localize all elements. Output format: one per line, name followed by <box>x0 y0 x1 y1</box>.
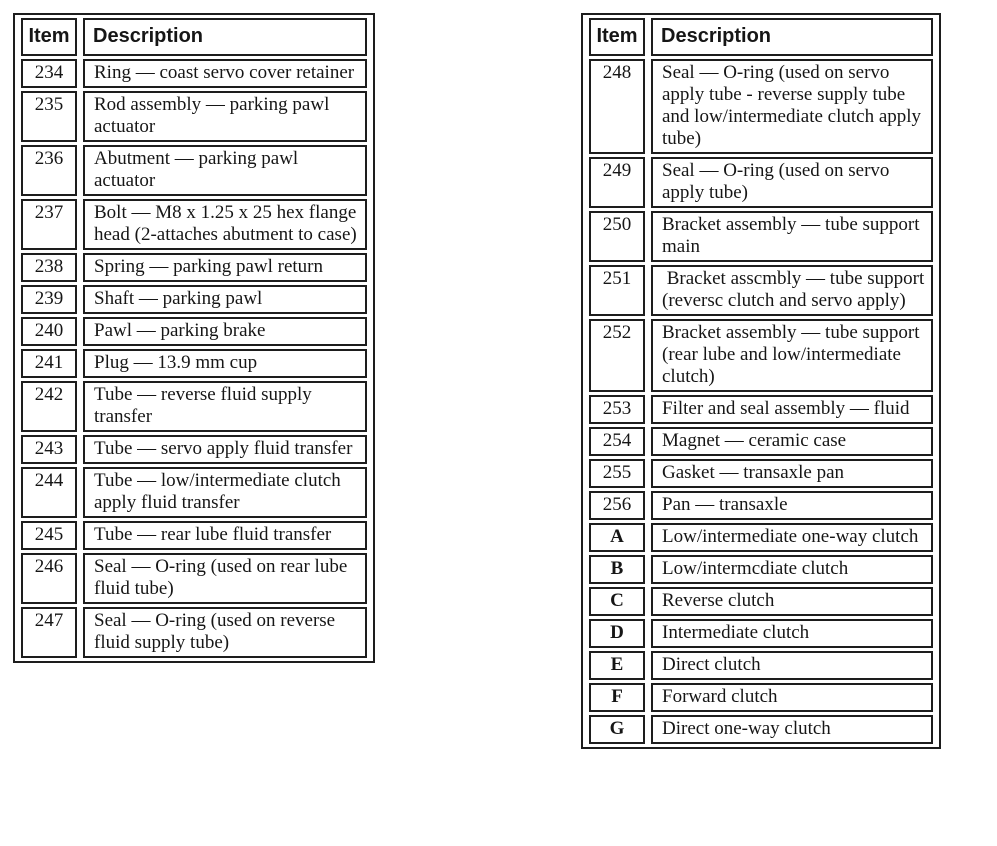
item-number-cell: 245 <box>21 521 77 550</box>
item-number-cell: 238 <box>21 253 77 282</box>
table-row <box>589 619 933 648</box>
description-cell: Spring — parking pawl return <box>83 253 367 282</box>
description-cell: Forward clutch <box>651 683 933 712</box>
description-cell: Bolt — M8 x 1.25 x 25 hex flange head (2-attaches abutment to case) <box>83 199 367 250</box>
table-row <box>589 157 933 208</box>
table-body <box>21 59 367 658</box>
table-row <box>589 395 933 424</box>
description-cell: Reverse clutch <box>651 587 933 616</box>
table-row <box>21 553 367 604</box>
item-number-cell: 242 <box>21 381 77 432</box>
header-row <box>589 18 933 56</box>
description-cell: Low/intermcdiate clutch <box>651 555 933 584</box>
table-row <box>589 715 933 744</box>
description-cell: Pan — transaxle <box>651 491 933 520</box>
table-row <box>21 435 367 464</box>
description-cell: Pawl — parking brake <box>83 317 367 346</box>
description-cell: Abutment — parking pawl actuator <box>83 145 367 196</box>
header-row <box>21 18 367 56</box>
table-row <box>21 349 367 378</box>
table-row <box>589 459 933 488</box>
description-column-header: Description <box>651 18 933 56</box>
item-number-cell: 235 <box>21 91 77 142</box>
item-number-cell: 234 <box>21 59 77 88</box>
description-cell: Tube — low/intermediate clutch apply fluid transfer <box>83 467 367 518</box>
description-cell: Tube — rear lube fluid transfer <box>83 521 367 550</box>
table-row <box>589 211 933 262</box>
table-row <box>589 319 933 392</box>
description-cell: Bracket asscmbly — tube support (reversc clutch and servo apply) <box>651 265 933 316</box>
item-number-cell: 252 <box>589 319 645 392</box>
item-number-cell: 249 <box>589 157 645 208</box>
description-cell: Seal — O-ring (used on rear lube fluid tube) <box>83 553 367 604</box>
item-number-cell: 240 <box>21 317 77 346</box>
table-row <box>589 683 933 712</box>
item-number-cell: 237 <box>21 199 77 250</box>
description-cell: Seal — O-ring (used on servo apply tube) <box>651 157 933 208</box>
table-body <box>589 59 933 744</box>
description-cell: Shaft — parking pawl <box>83 285 367 314</box>
table-row <box>21 145 367 196</box>
item-number-cell: 250 <box>589 211 645 262</box>
description-cell: Rod assembly — parking pawl actuator <box>83 91 367 142</box>
description-cell: Plug — 13.9 mm cup <box>83 349 367 378</box>
table-row <box>589 587 933 616</box>
table-row <box>589 265 933 316</box>
table-row <box>21 199 367 250</box>
parts-table-234-247 <box>15 15 373 661</box>
description-cell: Seal — O-ring (used on servo apply tube - reverse supply tube and low/intermediate clutch apply tube) <box>651 59 933 154</box>
description-cell: Intermediate clutch <box>651 619 933 648</box>
item-number-cell: 243 <box>21 435 77 464</box>
description-cell: Direct clutch <box>651 651 933 680</box>
table-row <box>21 607 367 658</box>
item-column-header: Item <box>589 18 645 56</box>
item-number-cell: 255 <box>589 459 645 488</box>
item-number-cell: 248 <box>589 59 645 154</box>
item-number-cell: A <box>589 523 645 552</box>
description-cell: Seal — O-ring (used on reverse fluid supply tube) <box>83 607 367 658</box>
item-number-cell: 251 <box>589 265 645 316</box>
parts-table-248-256-A-G <box>583 15 939 747</box>
description-cell: Bracket assembly — tube support main <box>651 211 933 262</box>
item-column-header: Item <box>21 18 77 56</box>
description-cell: Tube — reverse fluid supply transfer <box>83 381 367 432</box>
description-column-header: Description <box>83 18 367 56</box>
table-row <box>589 59 933 154</box>
table-row <box>589 427 933 456</box>
item-number-cell: 246 <box>21 553 77 604</box>
table-row <box>21 381 367 432</box>
table-row <box>21 91 367 142</box>
item-number-cell: B <box>589 555 645 584</box>
description-cell: Low/intermediate one-way clutch <box>651 523 933 552</box>
description-cell: Tube — servo apply fluid transfer <box>83 435 367 464</box>
item-number-cell: 239 <box>21 285 77 314</box>
description-cell: Magnet — ceramic case <box>651 427 933 456</box>
item-number-cell: C <box>589 587 645 616</box>
description-cell: Bracket assembly — tube support (rear lube and low/intermediate clutch) <box>651 319 933 392</box>
table-row <box>589 523 933 552</box>
table-row <box>21 467 367 518</box>
item-number-cell: 241 <box>21 349 77 378</box>
item-number-cell: 247 <box>21 607 77 658</box>
item-number-cell: 253 <box>589 395 645 424</box>
parts-table-right <box>581 13 941 749</box>
item-number-cell: F <box>589 683 645 712</box>
description-cell: Gasket — transaxle pan <box>651 459 933 488</box>
table-row <box>21 285 367 314</box>
item-number-cell: 244 <box>21 467 77 518</box>
item-number-cell: G <box>589 715 645 744</box>
item-number-cell: E <box>589 651 645 680</box>
description-cell: Ring — coast servo cover retainer <box>83 59 367 88</box>
table-row <box>21 317 367 346</box>
table-row <box>21 253 367 282</box>
item-number-cell: 236 <box>21 145 77 196</box>
item-number-cell: 256 <box>589 491 645 520</box>
table-row <box>589 651 933 680</box>
description-cell: Direct one-way clutch <box>651 715 933 744</box>
table-row <box>589 555 933 584</box>
table-row <box>21 521 367 550</box>
item-number-cell: 254 <box>589 427 645 456</box>
description-cell: Filter and seal assembly — fluid <box>651 395 933 424</box>
table-row <box>589 491 933 520</box>
table-row <box>21 59 367 88</box>
parts-table-left <box>13 13 375 663</box>
item-number-cell: D <box>589 619 645 648</box>
